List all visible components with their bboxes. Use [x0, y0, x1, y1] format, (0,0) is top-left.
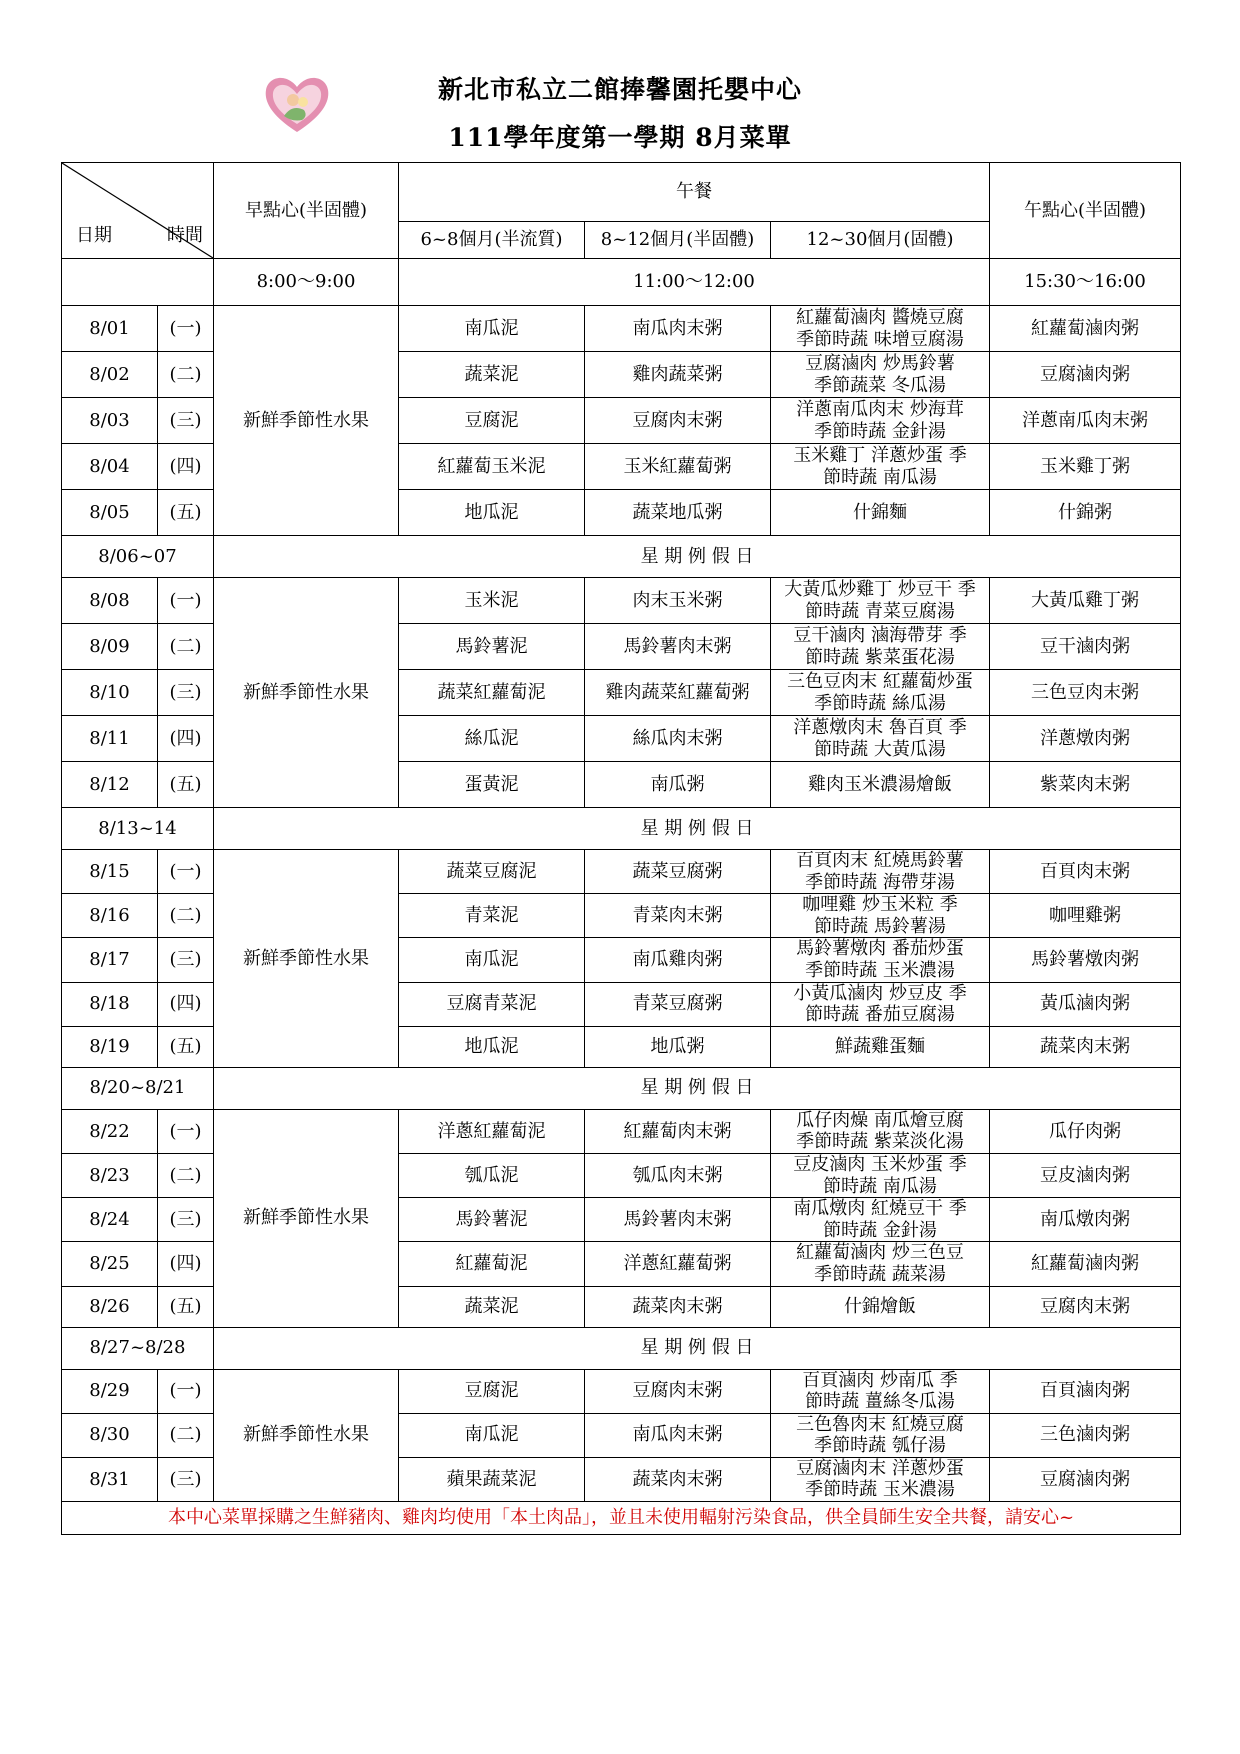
- weekday-cell: (三): [158, 1457, 214, 1501]
- lunch-6-8-cell: 蔬菜紅蘿蔔泥: [399, 670, 585, 716]
- lunch-8-12-cell: 蔬菜肉末粥: [585, 1286, 771, 1327]
- date-cell: 8/12: [62, 762, 158, 808]
- date-cell: 8/29: [62, 1369, 158, 1413]
- afternoon-snack-cell: 馬鈴薯燉肉粥: [990, 938, 1181, 982]
- weekday-cell: (一): [158, 1369, 214, 1413]
- time-row-blank: [62, 259, 214, 306]
- lunch-6-8-header: 6~8個月(半流質): [399, 222, 585, 259]
- lunch-8-12-cell: 青菜肉末粥: [585, 894, 771, 938]
- holiday-row: [62, 1067, 1181, 1109]
- lunch-6-8-cell: 豆腐青菜泥: [399, 982, 585, 1026]
- weekday-cell: (一): [158, 850, 214, 894]
- morning-snack-header: 早點心(半固體): [214, 163, 399, 259]
- lunch-6-8-cell: 蔬菜豆腐泥: [399, 850, 585, 894]
- lunch-12-30-cell: 什錦燴飯: [771, 1286, 990, 1327]
- weekday-cell: (三): [158, 938, 214, 982]
- weekday-cell: (一): [158, 578, 214, 624]
- lunch-6-8-cell: 絲瓜泥: [399, 716, 585, 762]
- lunch-6-8-cell: 馬鈴薯泥: [399, 1198, 585, 1242]
- weekday-cell: (二): [158, 1153, 214, 1197]
- afternoon-snack-cell: 大黃瓜雞丁粥: [990, 578, 1181, 624]
- afternoon-snack-cell: 百頁滷肉粥: [990, 1369, 1181, 1413]
- weekday-cell: (四): [158, 982, 214, 1026]
- afternoon-snack-cell: 豆腐滷肉粥: [990, 352, 1181, 398]
- menu-title: 111學年度第一學期 8月菜單: [448, 123, 792, 152]
- weekday-cell: (二): [158, 894, 214, 938]
- weekday-cell: (五): [158, 762, 214, 808]
- date-cell: 8/16: [62, 894, 158, 938]
- lunch-8-12-cell: 馬鈴薯肉末粥: [585, 1198, 771, 1242]
- holiday-date-cell: 8/20~8/21: [62, 1067, 214, 1109]
- center-name: 新北市私立二館捧馨園托嬰中心: [437, 75, 802, 104]
- time-label: 時間: [167, 225, 203, 246]
- afternoon-snack-cell: 紫菜肉末粥: [990, 762, 1181, 808]
- lunch-12-30-cell: 雞肉玉米濃湯燴飯: [771, 762, 990, 808]
- date-cell: 8/26: [62, 1286, 158, 1327]
- menu-row: [62, 1109, 1181, 1153]
- holiday-row: [62, 1327, 1181, 1369]
- lunch-12-30-cell: 三色豆肉末 紅蘿蔔炒蛋 季節時蔬 絲瓜湯: [771, 670, 990, 716]
- lunch-8-12-cell: 青菜豆腐粥: [585, 982, 771, 1026]
- weekday-cell: (四): [158, 444, 214, 490]
- weekday-cell: (三): [158, 398, 214, 444]
- holiday-row: [62, 536, 1181, 578]
- date-cell: 8/18: [62, 982, 158, 1026]
- afternoon-snack-cell: 三色滷肉粥: [990, 1413, 1181, 1457]
- lunch-6-8-cell: 洋蔥紅蘿蔔泥: [399, 1109, 585, 1153]
- lunch-6-8-cell: 蘋果蔬菜泥: [399, 1457, 585, 1501]
- afternoon-snack-cell: 洋蔥燉肉粥: [990, 716, 1181, 762]
- lunch-8-12-cell: 雞肉蔬菜紅蘿蔔粥: [585, 670, 771, 716]
- morning-fruit-cell: 新鮮季節性水果: [214, 578, 399, 808]
- afternoon-snack-cell: 豆干滷肉粥: [990, 624, 1181, 670]
- lunch-12-30-cell: 洋蔥南瓜肉末 炒海茸 季節時蔬 金針湯: [771, 398, 990, 444]
- menu-table: [61, 162, 1181, 1535]
- lunch-12-30-cell: 豆干滷肉 滷海帶芽 季 節時蔬 紫菜蛋花湯: [771, 624, 990, 670]
- date-cell: 8/24: [62, 1198, 158, 1242]
- holiday-date-cell: 8/06~07: [62, 536, 214, 578]
- holiday-label-cell: 星 期 例 假 日: [214, 536, 1181, 578]
- lunch-12-30-cell: 什錦麵: [771, 490, 990, 536]
- weekday-cell: (四): [158, 716, 214, 762]
- lunch-12-30-cell: 豆腐滷肉 炒馬鈴薯 季節蔬菜 冬瓜湯: [771, 352, 990, 398]
- date-cell: 8/30: [62, 1413, 158, 1457]
- afternoon-snack-cell: 紅蘿蔔滷肉粥: [990, 306, 1181, 352]
- date-cell: 8/23: [62, 1153, 158, 1197]
- lunch-12-30-cell: 咖哩雞 炒玉米粒 季 節時蔬 馬鈴薯湯: [771, 894, 990, 938]
- afternoon-snack-cell: 三色豆肉末粥: [990, 670, 1181, 716]
- lunch-6-8-cell: 南瓜泥: [399, 306, 585, 352]
- lunch-12-30-cell: 豆皮滷肉 玉米炒蛋 季 節時蔬 南瓜湯: [771, 1153, 990, 1197]
- date-cell: 8/10: [62, 670, 158, 716]
- lunch-6-8-cell: 馬鈴薯泥: [399, 624, 585, 670]
- date-cell: 8/25: [62, 1242, 158, 1286]
- footer-note: 本中心菜單採購之生鮮豬肉、雞肉均使用「本土肉品」，並且未使用輻射污染食品，供全員師生安全共餐，請安心~: [62, 1502, 1181, 1535]
- holiday-row: [62, 808, 1181, 850]
- lunch-12-30-cell: 紅蘿蔔滷肉 醬燒豆腐 季節時蔬 味增豆腐湯: [771, 306, 990, 352]
- lunch-6-8-cell: 豆腐泥: [399, 398, 585, 444]
- lunch-12-30-cell: 大黃瓜炒雞丁 炒豆干 季 節時蔬 青菜豆腐湯: [771, 578, 990, 624]
- lunch-8-12-cell: 南瓜粥: [585, 762, 771, 808]
- lunch-12-30-cell: 百頁滷肉 炒南瓜 季 節時蔬 薑絲冬瓜湯: [771, 1369, 990, 1413]
- lunch-6-8-cell: 玉米泥: [399, 578, 585, 624]
- lunch-6-8-cell: 南瓜泥: [399, 1413, 585, 1457]
- morning-fruit-cell: 新鮮季節性水果: [214, 1369, 399, 1502]
- lunch-6-8-cell: 南瓜泥: [399, 938, 585, 982]
- lunch-6-8-cell: 青菜泥: [399, 894, 585, 938]
- lunch-12-30-cell: 洋蔥燉肉末 魯百頁 季 節時蔬 大黃瓜湯: [771, 716, 990, 762]
- weekday-cell: (五): [158, 1026, 214, 1067]
- lunch-12-30-cell: 百頁肉末 紅燒馬鈴薯 季節時蔬 海帶芽湯: [771, 850, 990, 894]
- holiday-label-cell: 星 期 例 假 日: [214, 808, 1181, 850]
- afternoon-snack-cell: 洋蔥南瓜肉末粥: [990, 398, 1181, 444]
- weekday-cell: (二): [158, 624, 214, 670]
- lunch-6-8-cell: 紅蘿蔔玉米泥: [399, 444, 585, 490]
- date-cell: 8/15: [62, 850, 158, 894]
- lunch-6-8-cell: 瓠瓜泥: [399, 1153, 585, 1197]
- lunch-8-12-cell: 豆腐肉末粥: [585, 398, 771, 444]
- lunch-12-30-cell: 鮮蔬雞蛋麵: [771, 1026, 990, 1067]
- lunch-8-12-cell: 豆腐肉末粥: [585, 1369, 771, 1413]
- date-cell: 8/03: [62, 398, 158, 444]
- weekday-cell: (五): [158, 490, 214, 536]
- weekday-cell: (三): [158, 670, 214, 716]
- weekday-cell: (五): [158, 1286, 214, 1327]
- lunch-8-12-cell: 地瓜粥: [585, 1026, 771, 1067]
- afternoon-snack-cell: 百頁肉末粥: [990, 850, 1181, 894]
- date-cell: 8/19: [62, 1026, 158, 1067]
- date-cell: 8/09: [62, 624, 158, 670]
- lunch-6-8-cell: 紅蘿蔔泥: [399, 1242, 585, 1286]
- afternoon-time: 15:30～16:00: [990, 259, 1181, 306]
- lunch-12-30-cell: 玉米雞丁 洋蔥炒蛋 季 節時蔬 南瓜湯: [771, 444, 990, 490]
- lunch-8-12-cell: 蔬菜肉末粥: [585, 1457, 771, 1501]
- lunch-time: 11:00～12:00: [399, 259, 990, 306]
- lunch-6-8-cell: 地瓜泥: [399, 490, 585, 536]
- lunch-8-12-cell: 雞肉蔬菜粥: [585, 352, 771, 398]
- holiday-date-cell: 8/13~14: [62, 808, 214, 850]
- lunch-6-8-cell: 地瓜泥: [399, 1026, 585, 1067]
- date-cell: 8/11: [62, 716, 158, 762]
- afternoon-snack-cell: 蔬菜肉末粥: [990, 1026, 1181, 1067]
- date-cell: 8/02: [62, 352, 158, 398]
- afternoon-snack-cell: 豆腐滷肉粥: [990, 1457, 1181, 1501]
- lunch-6-8-cell: 豆腐泥: [399, 1369, 585, 1413]
- lunch-8-12-cell: 南瓜雞肉粥: [585, 938, 771, 982]
- afternoon-snack-cell: 咖哩雞粥: [990, 894, 1181, 938]
- afternoon-snack-cell: 瓜仔肉粥: [990, 1109, 1181, 1153]
- afternoon-snack-header: 午點心(半固體): [990, 163, 1181, 259]
- date-cell: 8/31: [62, 1457, 158, 1501]
- lunch-12-30-cell: 紅蘿蔔滷肉 炒三色豆 季節時蔬 蔬菜湯: [771, 1242, 990, 1286]
- holiday-label-cell: 星 期 例 假 日: [214, 1067, 1181, 1109]
- lunch-12-30-cell: 馬鈴薯燉肉 番茄炒蛋 季節時蔬 玉米濃湯: [771, 938, 990, 982]
- lunch-8-12-cell: 洋蔥紅蘿蔔粥: [585, 1242, 771, 1286]
- lunch-12-30-cell: 小黃瓜滷肉 炒豆皮 季 節時蔬 番茄豆腐湯: [771, 982, 990, 1026]
- morning-fruit-cell: 新鮮季節性水果: [214, 850, 399, 1068]
- lunch-12-30-cell: 南瓜燉肉 紅燒豆干 季 節時蔬 金針湯: [771, 1198, 990, 1242]
- morning-fruit-cell: 新鮮季節性水果: [214, 1109, 399, 1327]
- weekday-cell: (四): [158, 1242, 214, 1286]
- lunch-8-12-cell: 玉米紅蘿蔔粥: [585, 444, 771, 490]
- afternoon-snack-cell: 南瓜燉肉粥: [990, 1198, 1181, 1242]
- lunch-8-12-cell: 蔬菜地瓜粥: [585, 490, 771, 536]
- footer-row: [62, 1502, 1181, 1535]
- lunch-8-12-cell: 南瓜肉末粥: [585, 306, 771, 352]
- weekday-cell: (一): [158, 1109, 214, 1153]
- afternoon-snack-cell: 什錦粥: [990, 490, 1181, 536]
- lunch-8-12-header: 8~12個月(半固體): [585, 222, 771, 259]
- menu-row: [62, 578, 1181, 624]
- menu-row: [62, 306, 1181, 352]
- lunch-8-12-cell: 南瓜肉末粥: [585, 1413, 771, 1457]
- lunch-12-30-cell: 三色魯肉末 紅燒豆腐 季節時蔬 瓠仔湯: [771, 1413, 990, 1457]
- afternoon-snack-cell: 豆皮滷肉粥: [990, 1153, 1181, 1197]
- lunch-8-12-cell: 絲瓜肉末粥: [585, 716, 771, 762]
- lunch-8-12-cell: 馬鈴薯肉末粥: [585, 624, 771, 670]
- afternoon-snack-cell: 玉米雞丁粥: [990, 444, 1181, 490]
- afternoon-snack-cell: 豆腐肉末粥: [990, 1286, 1181, 1327]
- date-cell: 8/17: [62, 938, 158, 982]
- lunch-6-8-cell: 蔬菜泥: [399, 1286, 585, 1327]
- holiday-date-cell: 8/27~8/28: [62, 1327, 214, 1369]
- weekday-cell: (一): [158, 306, 214, 352]
- lunch-8-12-cell: 肉末玉米粥: [585, 578, 771, 624]
- date-time-corner-cell: [62, 163, 214, 259]
- afternoon-snack-cell: 紅蘿蔔滷肉粥: [990, 1242, 1181, 1286]
- lunch-8-12-cell: 紅蘿蔔肉末粥: [585, 1109, 771, 1153]
- date-cell: 8/05: [62, 490, 158, 536]
- lunch-header: 午餐: [399, 163, 990, 222]
- afternoon-snack-cell: 黃瓜滷肉粥: [990, 982, 1181, 1026]
- lunch-6-8-cell: 蛋黃泥: [399, 762, 585, 808]
- holiday-label-cell: 星 期 例 假 日: [214, 1327, 1181, 1369]
- lunch-6-8-cell: 蔬菜泥: [399, 352, 585, 398]
- menu-row: [62, 850, 1181, 894]
- lunch-8-12-cell: 蔬菜豆腐粥: [585, 850, 771, 894]
- lunch-12-30-cell: 瓜仔肉燥 南瓜燴豆腐 季節時蔬 紫菜淡化湯: [771, 1109, 990, 1153]
- menu-row: [62, 1369, 1181, 1413]
- lunch-12-30-cell: 豆腐滷肉末 洋蔥炒蛋 季節時蔬 玉米濃湯: [771, 1457, 990, 1501]
- date-label: 日期: [76, 225, 112, 246]
- date-cell: 8/22: [62, 1109, 158, 1153]
- date-cell: 8/01: [62, 306, 158, 352]
- morning-time: 8:00～9:00: [214, 259, 399, 306]
- weekday-cell: (二): [158, 1413, 214, 1457]
- morning-fruit-cell: 新鮮季節性水果: [214, 306, 399, 536]
- weekday-cell: (三): [158, 1198, 214, 1242]
- lunch-12-30-header: 12~30個月(固體): [771, 222, 990, 259]
- lunch-8-12-cell: 瓠瓜肉末粥: [585, 1153, 771, 1197]
- weekday-cell: (二): [158, 352, 214, 398]
- date-cell: 8/04: [62, 444, 158, 490]
- date-cell: 8/08: [62, 578, 158, 624]
